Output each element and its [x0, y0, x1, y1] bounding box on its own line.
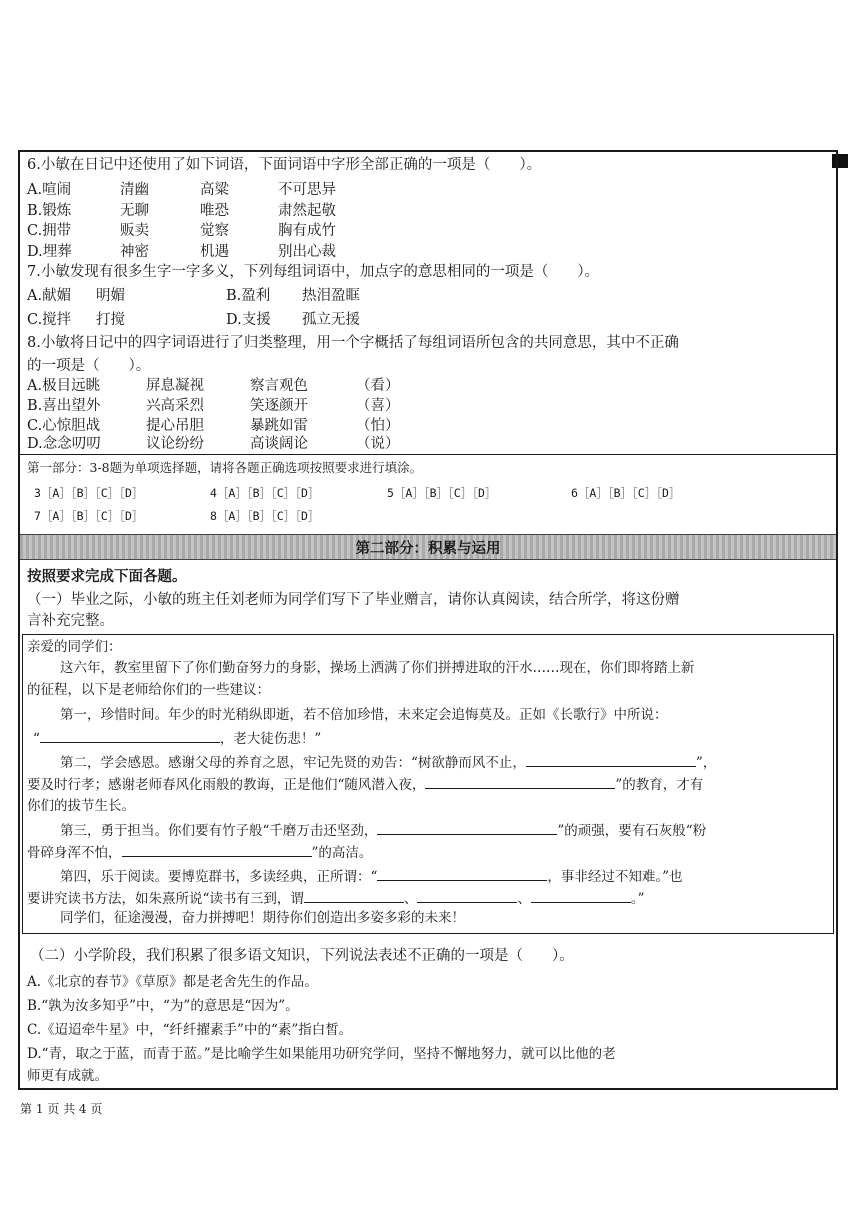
- letter-p5a: [60, 866, 683, 887]
- letter-p4a: [60, 820, 706, 841]
- q6-opt-d-2: 神密: [120, 244, 149, 260]
- q6-opt-a-3: 高粱: [200, 182, 229, 198]
- quote-tail: ，老大徒伤悲！”: [219, 731, 322, 747]
- p5b-sep-1: 、: [403, 891, 418, 907]
- q8-opt-a-2: 屏息凝视: [146, 378, 204, 394]
- p5b-text: 要讲究读书方法，如朱熹所说“读书有三到，谓: [27, 891, 304, 907]
- q6-opt-c-3: 觉察: [200, 223, 229, 239]
- answer-sheet-note: 第一部分：3-8题为单项选择题，请将各题正确选项按照要求进行填涂。: [27, 460, 423, 475]
- q6-opt-a-1: A.喧闹: [27, 182, 72, 198]
- fill-blank-7[interactable]: [304, 888, 404, 903]
- q8-stem-line2: 的一项是（ ）。: [27, 358, 151, 374]
- part2-instruction: 按照要求完成下面各题。: [27, 568, 187, 585]
- fill-blank-1[interactable]: [40, 728, 220, 743]
- p5a-tail: ，事非经过不知难。”也: [547, 869, 683, 885]
- fill-blank-8[interactable]: [417, 888, 517, 903]
- letter-p4b: [27, 842, 372, 863]
- p4b-text: 骨碎身浑不怕，: [27, 845, 122, 861]
- bubble-row-6[interactable]: 6［A］［B］［C］［D］: [571, 486, 681, 500]
- letter-greeting: 亲爱的同学们：: [27, 639, 122, 655]
- page-footer: 第 1 页 共 4 页: [20, 1102, 103, 1116]
- q7-opt-d-1: D.支援: [226, 312, 271, 328]
- letter-p6: 同学们，征途漫漫，奋力拼搏吧！期待你们创造出多姿多彩的未来！: [60, 910, 465, 926]
- letter-p3a: [60, 752, 716, 773]
- q8-opt-d-1: D.念念叨叨: [27, 436, 101, 452]
- q6-stem: 6.小敏在日记中还使用了如下词语，下面词语中字形全部正确的一项是（ ）。: [27, 157, 542, 173]
- p3a-tail: ”，: [695, 755, 717, 771]
- fill-blank-9[interactable]: [531, 888, 631, 903]
- p3b-text: 要及时行孝；感谢老师春风化雨般的教诲，正是他们“随风潜入夜，: [27, 777, 426, 793]
- divider: [20, 454, 836, 455]
- bubble-row-3[interactable]: 3［A］［B］［C］［D］: [34, 486, 144, 500]
- letter-p2b: [33, 728, 321, 749]
- q8-opt-b-2: 兴高采烈: [146, 398, 204, 414]
- q7-opt-b-1: B.盈利: [226, 288, 271, 304]
- q6-opt-d-1: D.埋葬: [27, 244, 72, 260]
- q7-opt-c-1: C.搅拌: [27, 312, 72, 328]
- q7-opt-d-2: 孤立无援: [302, 312, 360, 328]
- q8-opt-d-4: （说）: [356, 436, 400, 452]
- q7-opt-a-2: 明媚: [96, 288, 125, 304]
- bubble-row-8[interactable]: 8［A］［B］［C］［D］: [210, 509, 320, 523]
- q6-opt-b-4: 肃然起敬: [278, 203, 336, 219]
- sub2-opt-d-line2: 师更有成就。: [27, 1068, 108, 1084]
- sub1-line1: （一）毕业之际，小敏的班主任刘老师为同学们写下了毕业赠言，请你认真阅读，结合所学，将这份赠: [27, 592, 680, 608]
- q6-opt-b-2: 无聊: [120, 203, 149, 219]
- p5a-text: 第四，乐于阅读。要博览群书，多读经典，正所谓：“: [60, 869, 378, 885]
- q7-opt-b-2: 热泪盈眶: [302, 288, 360, 304]
- q8-opt-b-3: 笑逐颜开: [250, 398, 308, 414]
- q8-opt-d-3: 高谈阔论: [250, 436, 308, 452]
- p5b-sep-2: 、: [517, 891, 531, 907]
- sub2-opt-a: A.《北京的春节》《草原》都是老舍先生的作品。: [27, 974, 318, 990]
- q8-opt-b-1: B.喜出望外: [27, 398, 101, 414]
- p3b-tail: ”的教育，才有: [615, 777, 704, 793]
- p5b-tail: 。”: [630, 891, 645, 907]
- sub2-opt-b: B.“孰为汝多知乎”中，“为”的意思是“因为”。: [27, 998, 299, 1014]
- q6-opt-c-4: 胸有成竹: [278, 223, 336, 239]
- p4a-tail: ”的顽强，要有石灰般“粉: [557, 823, 707, 839]
- sub2-opt-c: C.《迢迢牵牛星》中，“纤纤擢素手”中的“素”指白皙。: [27, 1022, 353, 1038]
- sub2-stem: （二）小学阶段，我们积累了很多语文知识，下列说法表述不正确的一项是（ ）。: [30, 948, 574, 964]
- letter-p3b: [27, 774, 703, 795]
- q7-stem: 7.小敏发现有很多生字一字多义，下列每组词语中，加点字的意思相同的一项是（ ）。: [27, 264, 600, 280]
- q6-opt-a-2: 清幽: [120, 182, 149, 198]
- p4a-text: 第三，勇于担当。你们要有竹子般“千磨万击还坚劲，: [60, 823, 378, 839]
- section-header-band: [20, 534, 836, 560]
- q8-opt-b-4: （喜）: [356, 398, 400, 414]
- q6-opt-b-3: 唯恐: [200, 203, 229, 219]
- bubble-row-4[interactable]: 4［A］［B］［C］［D］: [210, 486, 320, 500]
- q8-opt-a-1: A.极目远眺: [27, 378, 101, 394]
- q8-opt-c-4: （怕）: [356, 418, 400, 434]
- q8-opt-a-3: 察言观色: [250, 378, 308, 394]
- q6-opt-c-1: C.拥带: [27, 223, 72, 239]
- q8-opt-c-2: 提心吊胆: [146, 418, 204, 434]
- bubble-row-5[interactable]: 5［A］［B］［C］［D］: [387, 486, 497, 500]
- q7-opt-c-2: 打搅: [96, 312, 125, 328]
- q6-opt-b-1: B.锻炼: [27, 203, 72, 219]
- p3a-text: 第二，学会感恩。感谢父母的养育之恩，牢记先贤的劝告：“树欲静而风不止，: [60, 755, 526, 771]
- q8-opt-a-4: （看）: [356, 378, 400, 394]
- bubble-row-7[interactable]: 7［A］［B］［C］［D］: [34, 509, 144, 523]
- fill-blank-5[interactable]: [122, 842, 312, 857]
- section-title: 第二部分：积累与运用: [355, 540, 501, 557]
- quote-open: “: [33, 731, 40, 747]
- q6-opt-d-4: 别出心裁: [278, 244, 336, 260]
- fill-blank-6[interactable]: [377, 866, 547, 881]
- letter-p1b: 的征程，以下是老师给你们的一些建议：: [27, 682, 270, 698]
- q8-opt-c-3: 暴跳如雷: [250, 418, 308, 434]
- letter-p1a: 这六年，教室里留下了你们勤奋努力的身影，操场上洒满了你们拼搏进取的汗水……现在，你们即将踏上新: [60, 660, 695, 676]
- p4b-tail: ”的高洁。: [311, 845, 373, 861]
- q7-opt-a-1: A.献媚: [27, 288, 72, 304]
- fill-blank-4[interactable]: [377, 820, 557, 835]
- fill-blank-3[interactable]: [425, 774, 615, 789]
- q6-opt-c-2: 贩卖: [120, 223, 149, 239]
- fill-blank-2[interactable]: [526, 752, 696, 767]
- letter-p5b: [27, 888, 645, 909]
- q8-opt-c-1: C.心惊胆战: [27, 418, 101, 434]
- letter-p2a: 第一，珍惜时间。年少的时光稍纵即逝，若不倍加珍惜，未来定会追悔莫及。正如《长歌行》中所说：: [60, 707, 668, 723]
- q8-opt-d-2: 议论纷纷: [146, 436, 204, 452]
- sub1-line2: 言补充完整。: [27, 613, 114, 629]
- sub2-opt-d-line1: D.“青，取之于蓝，而青于蓝。”是比喻学生如果能用功研究学问，坚持不懈地努力，就可以比他的老: [27, 1046, 616, 1062]
- q6-opt-a-4: 不可思异: [278, 182, 336, 198]
- letter-p3c: 你们的拔节生长。: [27, 798, 135, 814]
- q8-stem-line1: 8.小敏将日记中的四字词语进行了归类整理，用一个字概括了每组词语所包含的共同意思，其中不正确: [27, 335, 679, 351]
- q6-opt-d-3: 机遇: [200, 244, 229, 260]
